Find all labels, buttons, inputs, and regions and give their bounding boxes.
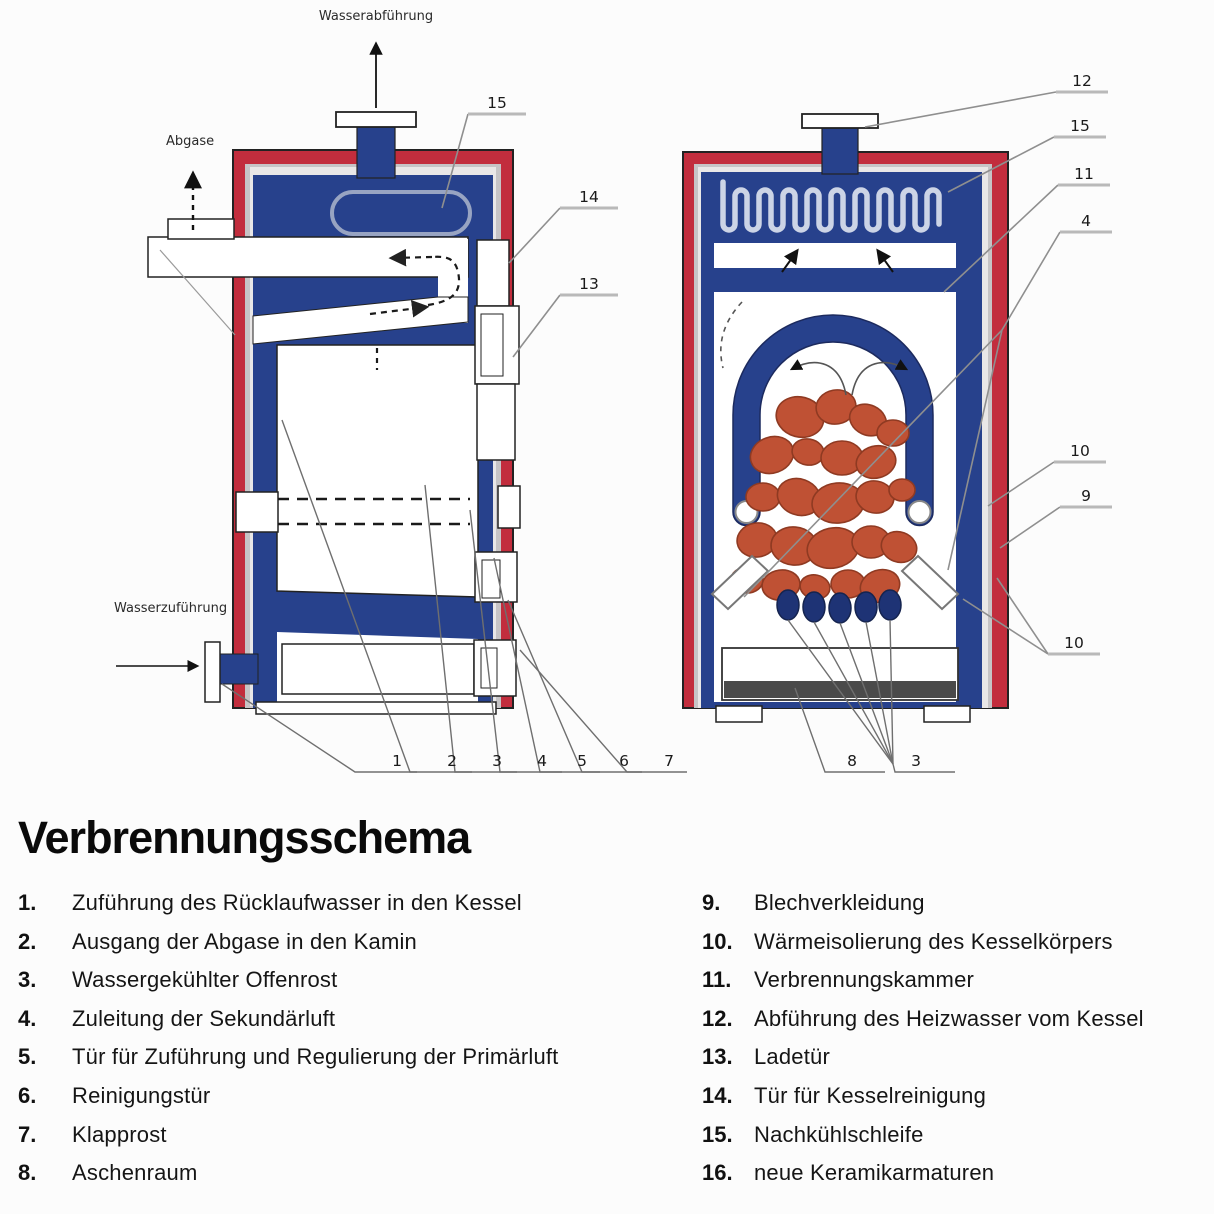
legend-label: Ladetür [754, 1044, 831, 1070]
callout-5: 5 [577, 752, 587, 770]
legend-item [18, 890, 688, 929]
legend-number: 9. [702, 890, 721, 915]
callout-14: 14 [579, 188, 599, 206]
combustion-chamber-left [277, 345, 478, 597]
legend-item [702, 1160, 1214, 1199]
legend-item [702, 1083, 1214, 1122]
legend-label: Tür für Zuführung und Regulierung der Primärluft [72, 1044, 559, 1070]
legend-number: 11. [702, 967, 732, 993]
legend-number: 15. [702, 1121, 733, 1147]
legend-label: Blechverkleidung [754, 890, 925, 915]
legend-number: 16. [702, 1160, 733, 1186]
callout-3-right: 3 [911, 752, 921, 770]
callout-10-lower: 10 [1064, 634, 1084, 652]
callout-4: 4 [537, 752, 547, 770]
page-title: Verbrennungsschema [18, 812, 471, 863]
legend-label: Zuführung des Rücklaufwasser in den Kessel [72, 890, 522, 915]
callout-2: 2 [447, 752, 457, 770]
callout-15-right: 15 [1070, 117, 1090, 135]
legend-number: 6. [18, 1082, 37, 1108]
legend-label: Verbrennungskammer [754, 967, 975, 993]
callout-11: 11 [1074, 165, 1094, 183]
legend-number: 1. [18, 890, 37, 915]
legend-number: 10. [702, 928, 733, 954]
callout-8: 8 [847, 752, 857, 770]
callout-12: 12 [1072, 72, 1092, 90]
legend-item [702, 890, 1214, 929]
legend-label: Aschenraum [72, 1160, 198, 1186]
legend-number: 2. [18, 928, 37, 954]
legend-left-column [18, 890, 688, 1199]
legend-item [18, 1160, 688, 1199]
callout-15-left: 15 [487, 94, 507, 112]
legend-item [18, 1122, 688, 1161]
legend-right-column [702, 890, 1214, 1199]
ash-area-left [256, 632, 496, 714]
legend-label: Wassergekühlter Offenrost [72, 967, 338, 993]
legend-item [702, 1122, 1214, 1161]
legend-number: 7. [18, 1121, 37, 1147]
legend-number: 4. [18, 1005, 37, 1031]
legend-label: Ausgang der Abgase in den Kamin [72, 928, 417, 954]
legend-item [702, 929, 1214, 968]
legend-number: 3. [18, 967, 37, 993]
callout-13: 13 [579, 275, 599, 293]
legend-number: 12. [702, 1005, 733, 1031]
callout-6: 6 [619, 752, 629, 770]
right-boiler-body [683, 152, 1008, 708]
legend-item [18, 967, 688, 1006]
water-inlet-label: Wasserzuführung [114, 601, 228, 616]
legend-item [702, 967, 1214, 1006]
ash-box [716, 648, 970, 722]
flue-gas-label: Abgase [166, 134, 215, 149]
legend-item [702, 1006, 1214, 1045]
legend-item [18, 1083, 688, 1122]
legend-label: Tür für Kesselreinigung [754, 1082, 987, 1108]
right-boiler-section [683, 72, 1112, 772]
legend-label: Wärmeisolierung des Kesselkörpers [754, 928, 1113, 954]
legend-label: Reinigungstür [72, 1082, 211, 1108]
water-outlet-label: Wasserabführung [318, 9, 434, 24]
legend-label: Nachkühlschleife [754, 1121, 924, 1147]
legend-label: Zuleitung der Sekundärluft [72, 1005, 336, 1031]
callout-10-upper: 10 [1070, 442, 1090, 460]
legend-item [18, 1006, 688, 1045]
legend-item [18, 1044, 688, 1083]
legend-item [702, 1044, 1214, 1083]
callout-1: 1 [392, 752, 402, 770]
legend-label: neue Keramikarmaturen [754, 1160, 995, 1186]
legend-number: 13. [702, 1044, 733, 1070]
legend-item [18, 929, 688, 968]
legend-number: 5. [18, 1044, 37, 1070]
legend-number: 8. [18, 1160, 37, 1186]
callout-7: 7 [664, 752, 674, 770]
legend-number: 14. [702, 1082, 733, 1108]
callout-3: 3 [492, 752, 502, 770]
legend-label: Abführung des Heizwasser vom Kessel [754, 1005, 1144, 1031]
legend-label: Klapprost [72, 1121, 167, 1147]
callout-9: 9 [1081, 487, 1091, 505]
callout-4-right: 4 [1081, 212, 1091, 230]
left-boiler-section [114, 9, 687, 772]
